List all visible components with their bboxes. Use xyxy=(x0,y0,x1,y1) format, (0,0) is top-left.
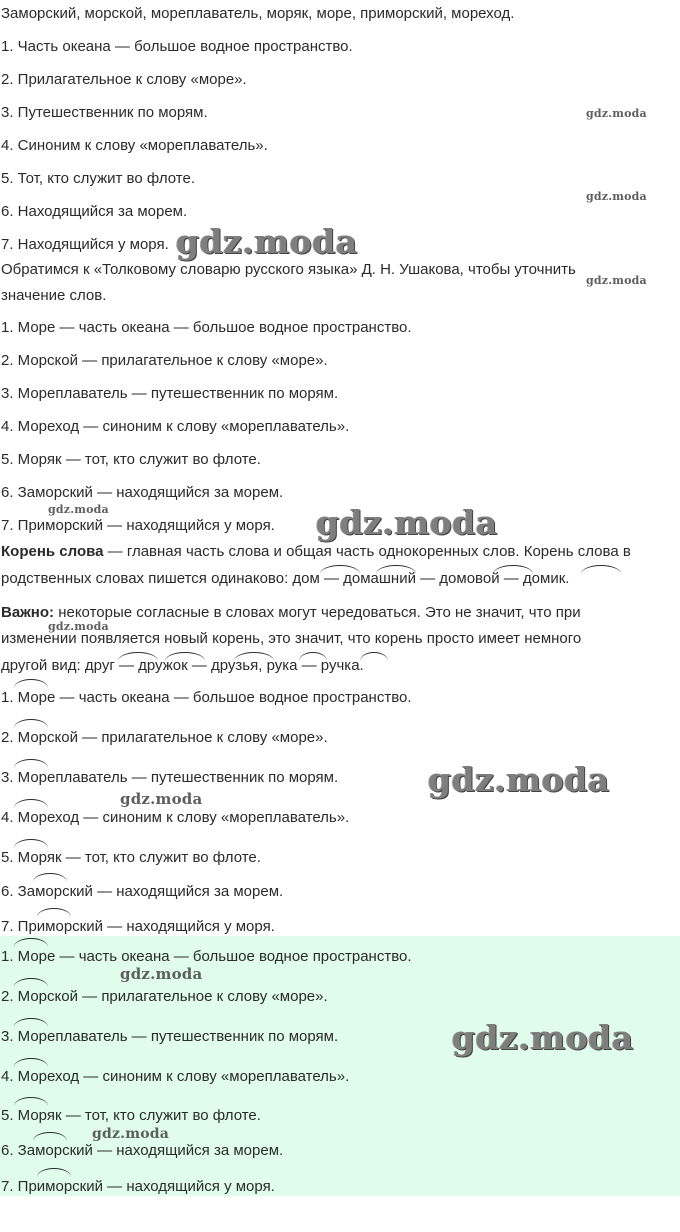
watermark-logo: gdz.moda xyxy=(316,503,498,542)
watermark-logo: gdz.moda xyxy=(48,503,109,516)
marked-answer-6: 6. Заморский — находящийся за морем. xyxy=(1,883,284,900)
watermark-logo: gdz.moda xyxy=(176,222,358,261)
root-rule-line-2: родственных словах пишется одинаково: дом — домашний — домовой — домик. xyxy=(1,570,570,587)
root-arc-mark xyxy=(14,679,48,688)
root-arc-mark xyxy=(14,719,48,728)
definition-4: 4. Синоним к слову «мореплаватель». xyxy=(1,137,268,154)
root-arc-mark xyxy=(14,759,48,768)
watermark-logo: gdz.moda xyxy=(586,190,647,203)
answer-7: 7. Приморский — находящийся у моря. xyxy=(1,517,275,534)
answer-5: 5. Моряк — тот, кто служит во флоте. xyxy=(1,451,261,468)
important-line-3: другой вид: друг — дружок — друзья, рука — ручка. xyxy=(1,657,364,674)
definition-6: 6. Находящийся за морем. xyxy=(1,203,188,220)
root-arc-mark xyxy=(14,799,48,808)
important-line-2: изменении появляется новый корень, это значит, что корень просто имеет немного xyxy=(1,630,582,647)
root-arc-mark xyxy=(33,873,67,882)
highlighted-answer-5: 5. Моряк — тот, кто служит во флоте. xyxy=(1,1107,261,1124)
marked-answer-4: 4. Мореход — синоним к слову «мореплаватель». xyxy=(1,809,350,826)
root-rule-term: Корень слова xyxy=(1,543,104,560)
dictionary-intro-line-1: Обратимся к «Толковому словарю русского языка» Д. Н. Ушакова, чтобы уточнить xyxy=(1,261,576,278)
answer-6: 6. Заморский — находящийся за морем. xyxy=(1,484,284,501)
marked-answer-5: 5. Моряк — тот, кто служит во флоте. xyxy=(1,849,261,866)
watermark-logo: gdz.moda xyxy=(120,790,203,808)
important-text-1: некоторые согласные в словах могут чередоваться. Это не значит, что при xyxy=(54,604,581,621)
root-arc-mark xyxy=(581,565,621,574)
root-arc-mark xyxy=(234,652,274,661)
definition-5: 5. Тот, кто служит во флоте. xyxy=(1,170,196,187)
marked-answer-7: 7. Приморский — находящийся у моря. xyxy=(1,918,275,935)
highlighted-answer-1: 1. Море — часть океана — большое водное пространство. xyxy=(1,948,412,965)
root-arc-mark xyxy=(118,652,158,661)
answer-3: 3. Мореплаватель — путешественник по морям. xyxy=(1,385,339,402)
root-arc-mark xyxy=(320,565,360,574)
watermark-logo: gdz.moda xyxy=(120,965,203,983)
root-rule-text-1: — главная часть слова и общая часть однокоренных слов. Корень слова в xyxy=(103,543,631,560)
root-arc-mark xyxy=(376,565,416,574)
answer-1: 1. Море — часть океана — большое водное пространство. xyxy=(1,319,412,336)
important-term: Важно: xyxy=(1,604,55,621)
root-arc-mark xyxy=(37,908,71,917)
watermark-logo: gdz.moda xyxy=(586,274,647,287)
definition-1: 1. Часть океана — большое водное пространство. xyxy=(1,38,353,55)
root-arc-mark xyxy=(14,839,48,848)
root-arc-mark xyxy=(493,565,533,574)
watermark-logo: gdz.moda xyxy=(48,620,109,633)
highlighted-answer-3: 3. Мореплаватель — путешественник по морям. xyxy=(1,1028,339,1045)
marked-answer-3: 3. Мореплаватель — путешественник по морям. xyxy=(1,769,339,786)
answer-2: 2. Морской — прилагательное к слову «море». xyxy=(1,352,328,369)
root-arc-mark xyxy=(165,652,205,661)
watermark-logo: gdz.moda xyxy=(92,1126,170,1142)
root-arc-mark xyxy=(360,652,388,661)
watermark-logo: gdz.moda xyxy=(452,1018,634,1057)
definition-7: 7. Находящийся у моря. xyxy=(1,236,169,253)
definition-2: 2. Прилагательное к слову «море». xyxy=(1,71,247,88)
root-rule-line-1 xyxy=(1,542,631,562)
watermark-logo: gdz.moda xyxy=(428,760,610,799)
definition-3: 3. Путешественник по морям. xyxy=(1,104,208,121)
highlighted-answer-6: 6. Заморский — находящийся за морем. xyxy=(1,1142,284,1159)
marked-answer-1: 1. Море — часть океана — большое водное пространство. xyxy=(1,689,412,706)
highlighted-answer-4: 4. Мореход — синоним к слову «мореплаватель». xyxy=(1,1068,350,1085)
root-arc-mark xyxy=(299,652,327,661)
dictionary-intro-line-2: значение слов. xyxy=(1,287,107,304)
highlighted-answer-2: 2. Морской — прилагательное к слову «море». xyxy=(1,988,328,1005)
intro-words: Заморский, морской, мореплаватель, моряк, море, приморский, мореход. xyxy=(1,5,515,22)
highlighted-answer-7: 7. Приморский — находящийся у моря. xyxy=(1,1178,275,1195)
watermark-logo: gdz.moda xyxy=(586,107,647,120)
answer-4: 4. Мореход — синоним к слову «мореплаватель». xyxy=(1,418,350,435)
marked-answer-2: 2. Морской — прилагательное к слову «море». xyxy=(1,729,328,746)
